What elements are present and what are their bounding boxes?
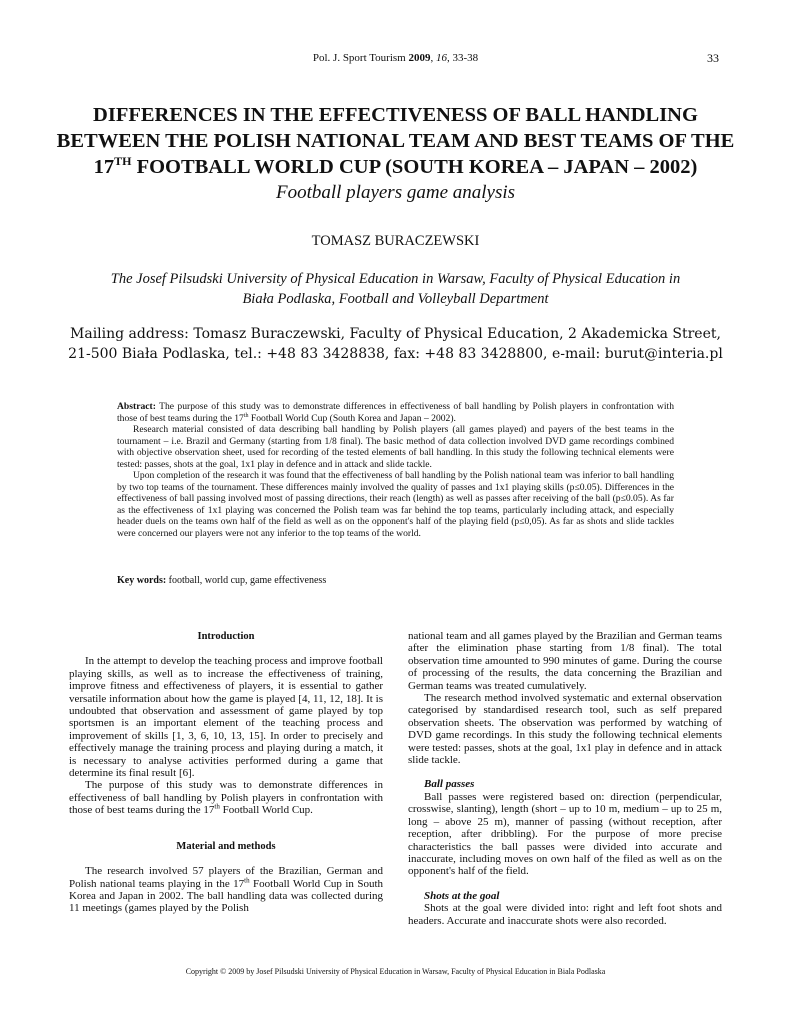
abstract-text: Football World Cup (South Korea and Japan – 2002).	[248, 412, 456, 424]
ordinal-suffix: th	[243, 412, 249, 419]
intro-paragraph-2	[69, 779, 383, 816]
affiliation-line-2: Biała Podlaska, Football and Volleyball Department	[242, 291, 549, 307]
subsection-heading-shots: Shots at the goal	[424, 889, 500, 902]
subsection-heading-ball-passes: Ball passes	[424, 778, 475, 791]
mailing-line-1: Mailing address: Tomasz Buraczewski, Faculty of Physical Education, 2 Akademicka Street,	[70, 326, 721, 342]
keywords-text: football, world cup, game effectiveness	[166, 575, 327, 586]
title-line-3-text: FOOTBALL WORLD CUP (SOUTH KOREA – JAPAN – 2002)	[131, 156, 698, 178]
abstract	[117, 401, 674, 539]
right-column	[408, 630, 722, 927]
mailing-line-2: 21-500 Biała Podlaska, tel.: +48 83 3428838, fax: +48 83 3428800, e-mail: burut@interia.pl	[68, 346, 723, 362]
paragraph-text: The research involved 57 players of the Brazilian, German and Polish national teams playing in the 17	[69, 865, 383, 890]
keywords	[117, 575, 674, 586]
ordinal-suffix: th	[214, 802, 220, 811]
section-heading-methods: Material and methods	[176, 840, 276, 852]
ordinal-suffix: th	[244, 875, 250, 884]
left-column	[69, 631, 383, 915]
paragraph-text: Football World Cup.	[219, 804, 313, 817]
ball-passes-paragraph: Ball passes were registered based on: direction (perpendicular, crosswise, slanting), length (short – up to 10 m, medium – up to 25 m, long – above 25 m), manner of passing (without reception, after reception, after dribbling). For the purpose of more precise characteristics the ball passes were divided into accurate and inaccurate, including moves on own half of the filed as well as on the opponent's half of the field.	[408, 790, 722, 878]
section-heading-introduction: Introduction	[197, 631, 255, 642]
methods-paragraph-1	[69, 865, 383, 915]
title-ordinal: 17	[93, 156, 115, 178]
title-line-1: DIFFERENCES IN THE EFFECTIVENESS OF BALL HANDLING	[93, 104, 698, 126]
methods-paragraph-2: national team and all games played by the Brazilian and German teams after the elimination phase starting from 1/8 final). The total observation time amounted to 990 minutes of game. During the course of processing of the results, the data concerning the Brazilian and German teams was treated cumulatively.	[408, 630, 722, 692]
paper-title	[40, 102, 751, 180]
title-line-3	[40, 154, 751, 180]
title-line-2: BETWEEN THE POLISH NATIONAL TEAM AND BEST TEAMS OF THE	[56, 130, 735, 152]
intro-paragraph-1: In the attempt to develop the teaching process and improve football playing skills, as well as to increase the effectiveness of training, improve fitness and effectiveness of players, it is essential to gather versatile information about how the game is played [4, 11, 12, 18]. It is undoubted that observation and assessment of game played by top sportsmen is an important element of the teaching process and improvement of skills [1, 3, 6, 10, 13, 15]. In order to precisely and effectively manage the training process and playing during a match, it is necessary to analyse activities performed during a game that determine its final result [6].	[69, 655, 383, 780]
abstract-paragraph-1	[117, 401, 674, 424]
author-name: TOMASZ BURACZEWSKI	[311, 233, 480, 249]
paragraph-text: The purpose of this study was to demonstrate differences in effectiveness of ball handling by Polish players in confrontation with those of best teams during the 17	[69, 779, 383, 817]
journal-year: 2009	[408, 52, 431, 64]
methods-paragraph-3: The research method involved systematic and external observation categorised by standardised research tool, such as self prepared observation sheets. The observation was performed by watching of DVD game recordings. In this study the following technical elements were tested: passes, shots at the goal, 1x1 play in defence and in attack slide tackle.	[408, 692, 722, 767]
keywords-label: Key words:	[117, 575, 167, 586]
abstract-text: The purpose of this study was to demonstrate differences in effectiveness of ball handling by Polish players in confrontation with those of best teams during the 17	[117, 401, 674, 424]
page-number: 33	[707, 51, 719, 65]
affiliation	[50, 269, 741, 309]
mailing-address	[40, 324, 751, 364]
abstract-paragraph-3: Upon completion of the research it was found that the effectiveness of ball handling by the Polish national team was inferior to ball handling by two top teams of the tournament. These differences mainly involved the quality of passes and 1x1 playing skills (p≤0.05). Differences in the effectiveness of ball passing involved most of passing directions, their reach (length) as well as passes after receiving of the ball (p≤0.05). As far as the effectiveness of 1x1 playing was concerned the Polish team was far behind the top teams, particularly including attack, and especially header duels on the teams own half of the field as well as on the opponent's half of the playing field (p≤0,05). As far as shots and slide tackles were concerned our players were not any inferior to the top teams of the world.	[117, 470, 674, 539]
shots-paragraph: Shots at the goal were divided into: right and left foot shots and headers. Accurate and inaccurate shots were also recorded.	[408, 902, 722, 927]
abstract-paragraph-2: Research material consisted of data describing ball handling by Polish players (all games played) and payers of the best teams in the tournament – i.e. Brazil and Germany (starting from 1/8 final). The basic method of data collection involved DVD game recordings combined with objective observation sheet, used for recording of the tested elements of ball handling. In this study the following technical elements were tested: passes, shots at the goal, 1x1 play in defence and in attack and slide tackle.	[117, 424, 674, 470]
journal-separator: ,	[430, 52, 436, 64]
paper-subtitle: Football players game analysis	[275, 182, 516, 203]
abstract-label: Abstract:	[117, 401, 156, 412]
journal-volume: 16	[435, 52, 447, 64]
copyright-footer: Copyright © 2009 by Josef Pilsudski University of Physical Education in Warsaw, Faculty of Physical Education in Biala Podlaska	[185, 967, 606, 976]
title-ordinal-suffix: TH	[114, 154, 132, 169]
journal-name: Pol. J. Sport Tourism	[312, 52, 409, 64]
affiliation-line-1: The Josef Pilsudski University of Physical Education in Warsaw, Faculty of Physical Education in	[110, 271, 681, 287]
paragraph-text: Football World Cup in South Korea and Japan in 2002. The ball handling data was collected during 11 meetings (games played by the Polish	[69, 877, 383, 915]
journal-pages: , 33-38	[446, 52, 479, 64]
journal-citation	[0, 52, 791, 64]
